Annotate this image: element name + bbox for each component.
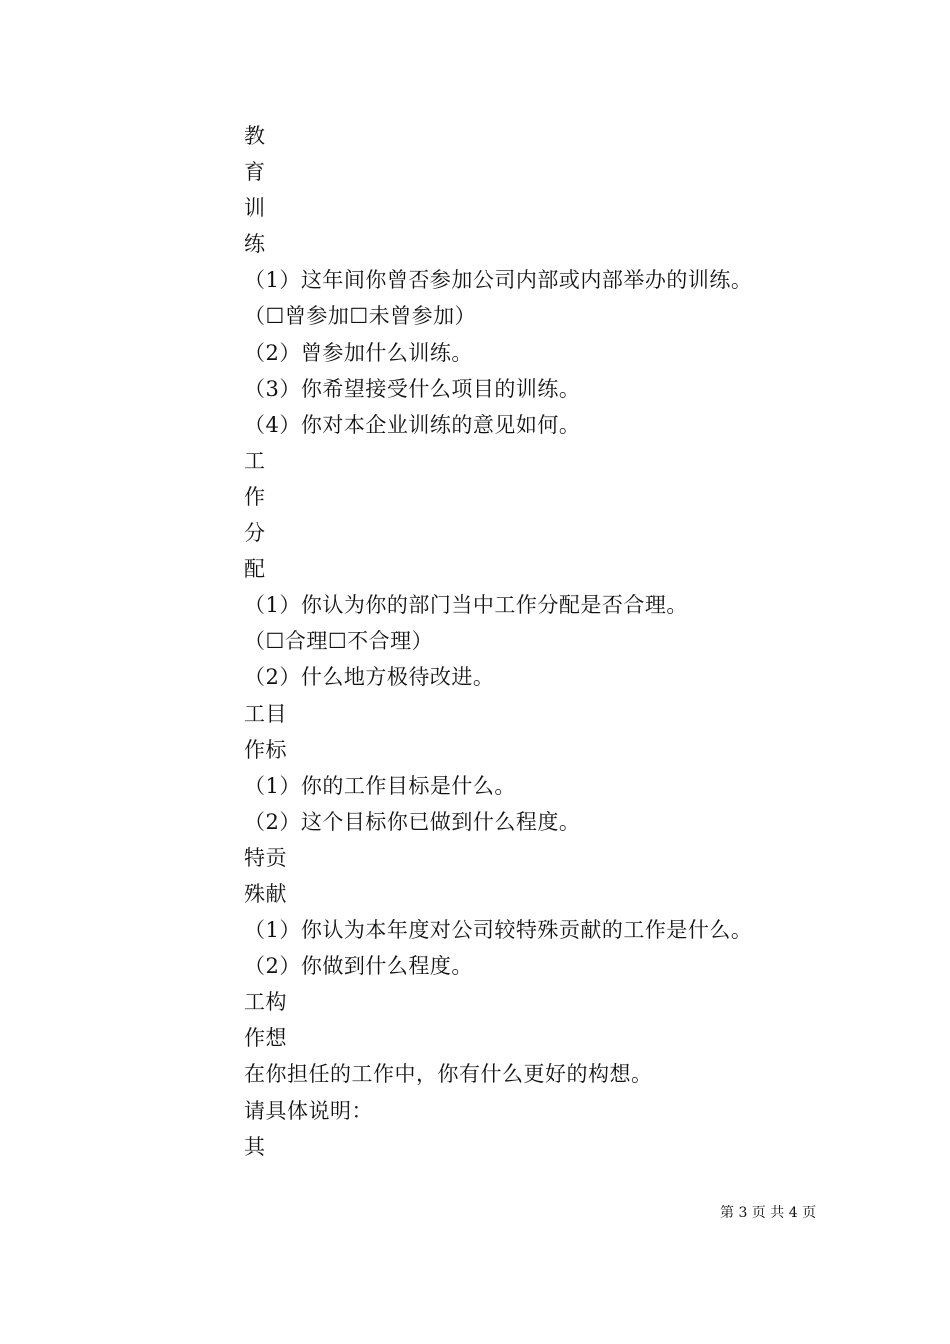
section-heading: 作想 bbox=[244, 1026, 287, 1051]
body-text-line: 请具体说明： bbox=[244, 1098, 373, 1123]
question-line: （2）曾参加什么训练。 bbox=[244, 340, 473, 365]
question-line: （2）这个目标你已做到什么程度。 bbox=[244, 809, 581, 834]
section-heading-char: 配 bbox=[244, 557, 266, 582]
question-line: （2）你做到什么程度。 bbox=[244, 954, 473, 979]
section-heading-char: 其 bbox=[244, 1134, 266, 1159]
document-body bbox=[244, 118, 844, 1165]
section-heading-char: 作 bbox=[244, 484, 266, 509]
section-heading: 作标 bbox=[244, 737, 287, 762]
question-line: （1）你的工作目标是什么。 bbox=[244, 773, 516, 798]
body-text-line: 在你担任的工作中，你有什么更好的构想。 bbox=[244, 1062, 653, 1087]
option-line: （☐合理☐不合理） bbox=[244, 629, 434, 654]
question-line: （4）你对本企业训练的意见如何。 bbox=[244, 412, 581, 437]
section-heading-char: 教 bbox=[244, 124, 266, 148]
question-line: （3）你希望接受什么项目的训练。 bbox=[244, 376, 581, 401]
section-heading: 殊献 bbox=[244, 881, 287, 906]
page-footer: 第 3 页 共 4 页 bbox=[720, 1205, 817, 1221]
section-heading-char: 练 bbox=[244, 232, 266, 257]
section-heading: 工目 bbox=[244, 701, 287, 726]
question-line: （1）你认为本年度对公司较特殊贡献的工作是什么。 bbox=[244, 918, 753, 943]
question-line: （1）这年间你曾否参加公司内部或内部举办的训练。 bbox=[244, 268, 753, 293]
section-heading-char: 育 bbox=[244, 160, 266, 185]
section-heading: 工构 bbox=[244, 990, 287, 1015]
section-heading-char: 工 bbox=[244, 448, 266, 473]
question-line: （2）什么地方极待改进。 bbox=[244, 665, 495, 690]
section-heading: 特贡 bbox=[244, 845, 287, 870]
section-heading-char: 训 bbox=[244, 196, 266, 221]
option-line: （☐曾参加☐未曾参加） bbox=[244, 304, 477, 329]
question-line: （1）你认为你的部门当中工作分配是否合理。 bbox=[244, 593, 688, 618]
section-heading-char: 分 bbox=[244, 521, 266, 546]
